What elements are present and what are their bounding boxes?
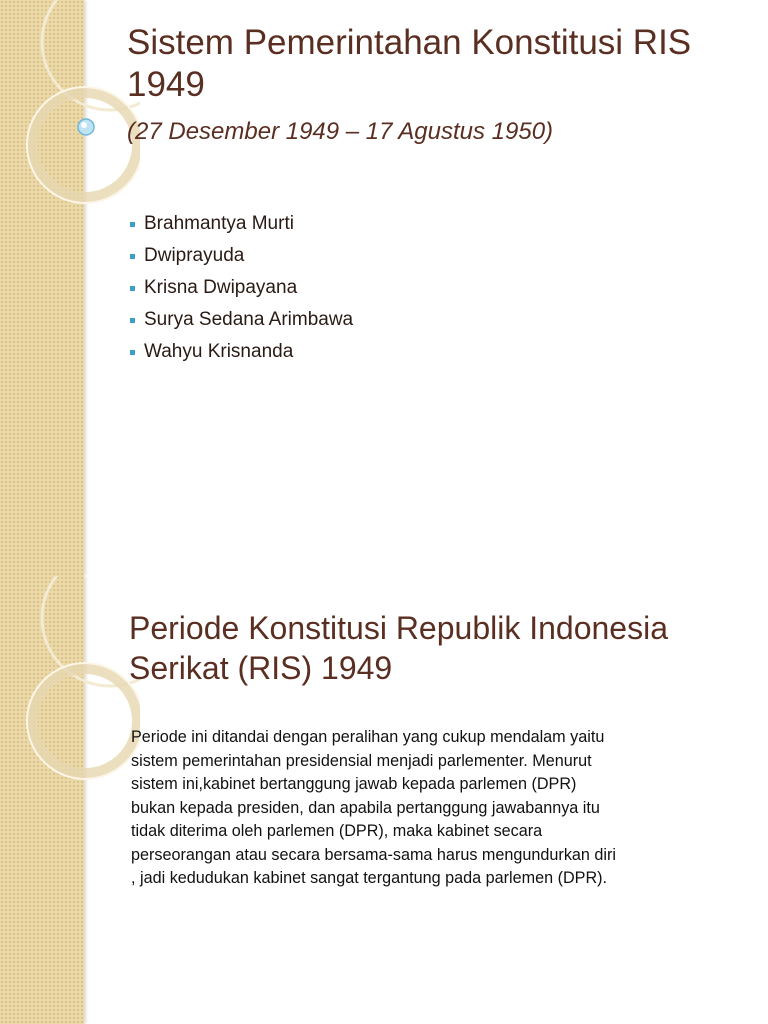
list-item xyxy=(128,208,353,240)
square-bullet-icon xyxy=(130,350,135,355)
member-name: Krisna Dwipayana xyxy=(144,277,298,298)
member-name: Brahmantya Murti xyxy=(144,213,294,234)
square-bullet-icon xyxy=(130,286,135,291)
square-bullet-icon xyxy=(130,318,135,323)
slide-2 xyxy=(0,576,768,1024)
body-paragraph: Periode ini ditandai dengan peralihan yang cukup mendalam yaitu sistem pemerintahan presidensial menjadi parlementer. Menurut sistem ini,kabinet bertanggung jawab kepada parlemen (DPR) bukan kepada presiden, dan apabila pertanggung jawabannya itu tidak diterima oleh parlemen (DPR), maka kabinet secara perseorangan atau secara bersama-sama harus mengundurkan diri , jadi kedudukan kabinet sangat tergantung pada parlemen (DPR). xyxy=(131,728,617,887)
list-item xyxy=(128,240,353,272)
decorative-left-strip xyxy=(0,576,84,1024)
list-item xyxy=(128,272,353,304)
square-bullet-icon xyxy=(130,222,135,227)
slide-title: Sistem Pemerintahan Konstitusi RIS 1949 xyxy=(127,23,692,104)
member-list xyxy=(128,208,353,368)
list-item xyxy=(128,304,353,336)
member-name: Wahyu Krisnanda xyxy=(144,341,294,362)
member-name: Dwiprayuda xyxy=(144,245,245,266)
member-name: Surya Sedana Arimbawa xyxy=(144,309,354,330)
slide-title: Periode Konstitusi Republik Indonesia Serikat (RIS) 1949 xyxy=(129,610,668,686)
decorative-left-strip xyxy=(0,0,84,576)
square-bullet-icon xyxy=(130,254,135,259)
slide-subtitle: (27 Desember 1949 – 17 Agustus 1950) xyxy=(127,118,554,145)
list-item xyxy=(128,336,353,368)
